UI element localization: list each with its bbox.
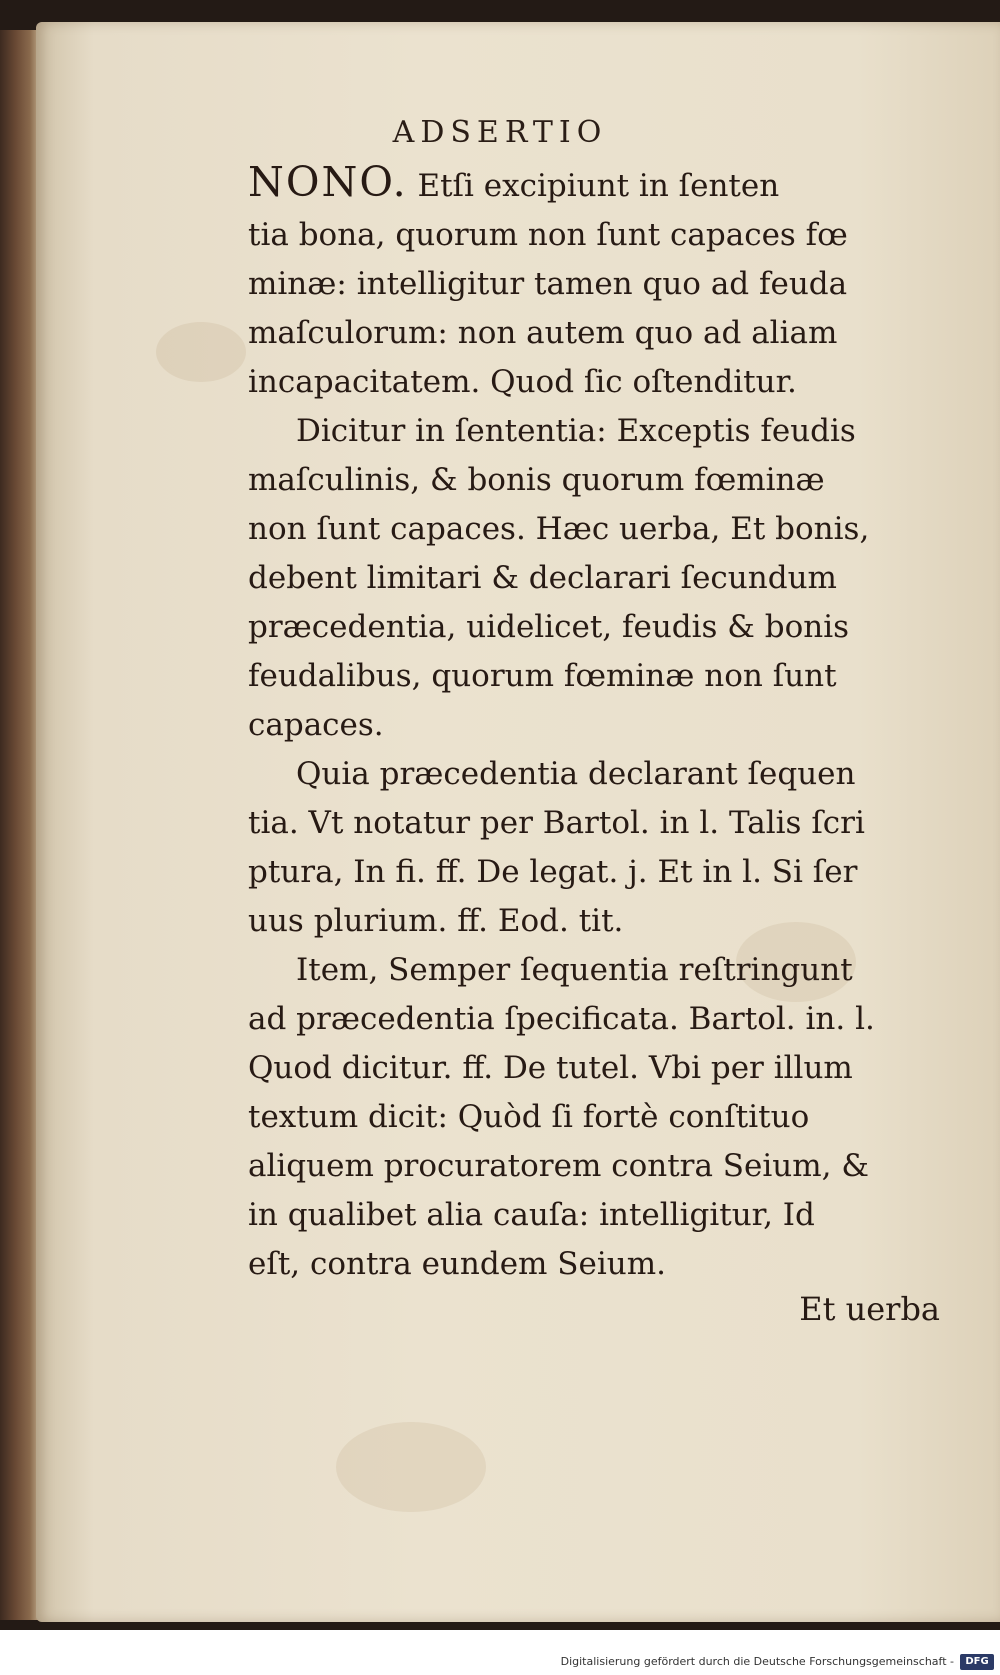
text-line xyxy=(248,995,938,1044)
text-line xyxy=(248,554,938,603)
text-line xyxy=(248,946,938,995)
text-line-content: Quia præcedentia declarant ſequen xyxy=(296,756,856,792)
digitization-credit: Digitalisierung gefördert durch die Deutsche Forschungsgemeinschaft - xyxy=(560,1655,954,1668)
text-line-content: Item, Semper ſequentia reſtringunt xyxy=(296,952,853,988)
text-line xyxy=(248,211,938,260)
text-line xyxy=(248,309,938,358)
text-line-content: capaces. xyxy=(248,707,384,743)
text-line xyxy=(248,1044,938,1093)
text-line xyxy=(248,848,938,897)
catchword: Et uerba xyxy=(799,1290,940,1328)
text-line xyxy=(248,701,938,750)
text-line xyxy=(248,358,938,407)
text-line xyxy=(248,603,938,652)
text-line-content: debent limitari & declarari ſecundum xyxy=(248,560,837,596)
text-line-content: textum dicit: Quòd ſi fortè conſtituo xyxy=(248,1099,810,1135)
text-line xyxy=(248,1191,938,1240)
text-line-content: tia bona, quorum non ſunt capaces fœ xyxy=(248,217,848,253)
text-line-content: feudalibus, quorum fœminæ non ſunt xyxy=(248,658,837,694)
text-line-content: eſt, contra eundem Seium. xyxy=(248,1246,667,1282)
text-line-content: ad præcedentia ſpecificata. Bartol. in. l. xyxy=(248,1001,875,1037)
text-line-content: Dicitur in ſententia: Exceptis feudis xyxy=(296,413,856,449)
text-line-content: Etſi excipiunt in ſenten xyxy=(407,168,780,204)
section-lead-word: NONO. xyxy=(248,158,408,206)
text-line xyxy=(248,750,938,799)
text-line xyxy=(248,407,938,456)
text-line-content: maſculorum: non autem quo ad aliam xyxy=(248,315,838,351)
text-line-content: in qualibet alia cauſa: intelligitur, Id xyxy=(248,1197,815,1233)
foxing-spot xyxy=(336,1422,486,1512)
text-line xyxy=(248,897,938,946)
main-text-block xyxy=(248,158,938,1289)
text-line-content: Quod dicitur. ff. De tutel. Vbi per illum xyxy=(248,1050,853,1086)
text-line-content: ptura, In fi. ff. De legat. j. Et in l. Si ſer xyxy=(248,854,858,890)
text-line-content: uus plurium. ff. Eod. tit. xyxy=(248,903,624,939)
text-line-content: tia. Vt notatur per Bartol. in l. Talis ſcri xyxy=(248,805,865,841)
text-line xyxy=(248,456,938,505)
text-line xyxy=(248,158,938,211)
text-line xyxy=(248,1142,938,1191)
text-line xyxy=(248,260,938,309)
text-line xyxy=(248,1240,938,1289)
running-head: ADSERTIO xyxy=(392,115,608,150)
text-line-content: non ſunt capaces. Hæc uerba, Et bonis, xyxy=(248,511,870,547)
text-line-content: incapacitatem. Quod ſic oſtenditur. xyxy=(248,364,797,400)
text-line-content: minæ: intelligitur tamen quo ad feuda xyxy=(248,266,848,302)
text-line-content: maſculinis, & bonis quorum fœminæ xyxy=(248,462,825,498)
text-line xyxy=(248,799,938,848)
foxing-spot xyxy=(156,322,246,382)
text-line-content: præcedentia, uidelicet, feudis & bonis xyxy=(248,609,850,645)
text-line xyxy=(248,652,938,701)
book-spine-edge xyxy=(0,30,40,1620)
text-line xyxy=(248,505,938,554)
dfg-logo: DFG xyxy=(960,1654,994,1670)
text-line xyxy=(248,1093,938,1142)
text-line-content: aliquem procuratorem contra Seium, & xyxy=(248,1148,869,1184)
